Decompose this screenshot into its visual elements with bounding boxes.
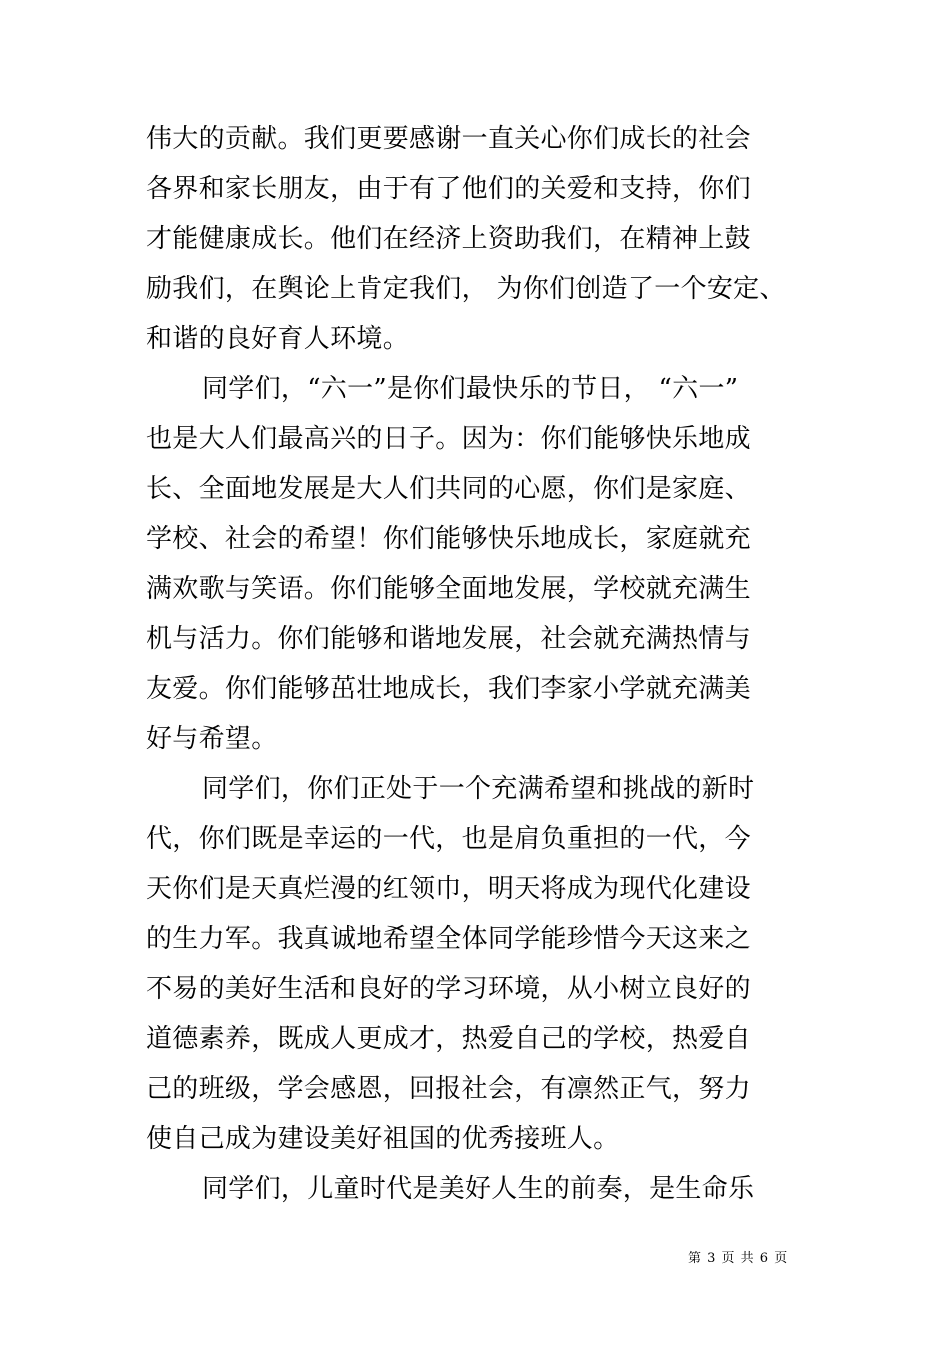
text-line: 代，你们既是幸运的一代，也是肩负重担的一代，今 [146,824,751,854]
text-line: 天你们是天真烂漫的红领巾，明天将成为现代化建设 [146,874,751,904]
paragraph-start-line: 同学们，你们正处于一个充满希望和挑战的新时 [202,774,755,804]
text-line: 不易的美好生活和良好的学习环境，从小树立良好的 [146,974,751,1004]
text-line: 己的班级，学会感恩，回报社会，有凛然正气，努力 [146,1074,751,1104]
text-line: 学校、社会的希望！你们能够快乐地成长，家庭就充 [146,524,751,554]
text-line: 也是大人们最高兴的日子。因为：你们能够快乐地成 [146,424,751,454]
text-line: 长、全面地发展是大人们共同的心愿，你们是家庭、 [146,474,751,504]
text-line: 励我们，在舆论上肯定我们， 为你们创造了一个安定、 [146,274,786,304]
text-line: 伟大的贡献。我们更要感谢一直关心你们成长的社会 [146,124,751,154]
text-line: 友爱。你们能够茁壮地成长，我们李家小学就充满美 [146,674,751,704]
text-line: 各界和家长朋友，由于有了他们的关爱和支持，你们 [146,174,751,204]
paragraph-start-line: 同学们，“六一”是你们最快乐的节日， “六一” [202,374,739,404]
text-line: 和谐的良好育人环境。 [146,324,410,354]
text-line: 满欢歌与笑语。你们能够全面地发展，学校就充满生 [146,574,751,604]
text-line: 使自己成为建设美好祖国的优秀接班人。 [146,1124,620,1154]
text-line: 道德素养，既成人更成才，热爱自己的学校，热爱自 [146,1024,751,1054]
paragraph-start-line: 同学们，儿童时代是美好人生的前奏，是生命乐 [202,1174,755,1204]
text-line: 机与活力。你们能够和谐地发展，社会就充满热情与 [146,624,751,654]
text-line: 的生力军。我真诚地希望全体同学能珍惜今天这来之 [146,924,751,954]
page-number: 第 3 页 共 6 页 [688,1251,789,1266]
text-line: 才能健康成长。他们在经济上资助我们，在精神上鼓 [146,224,751,254]
text-line: 好与希望。 [146,724,278,754]
